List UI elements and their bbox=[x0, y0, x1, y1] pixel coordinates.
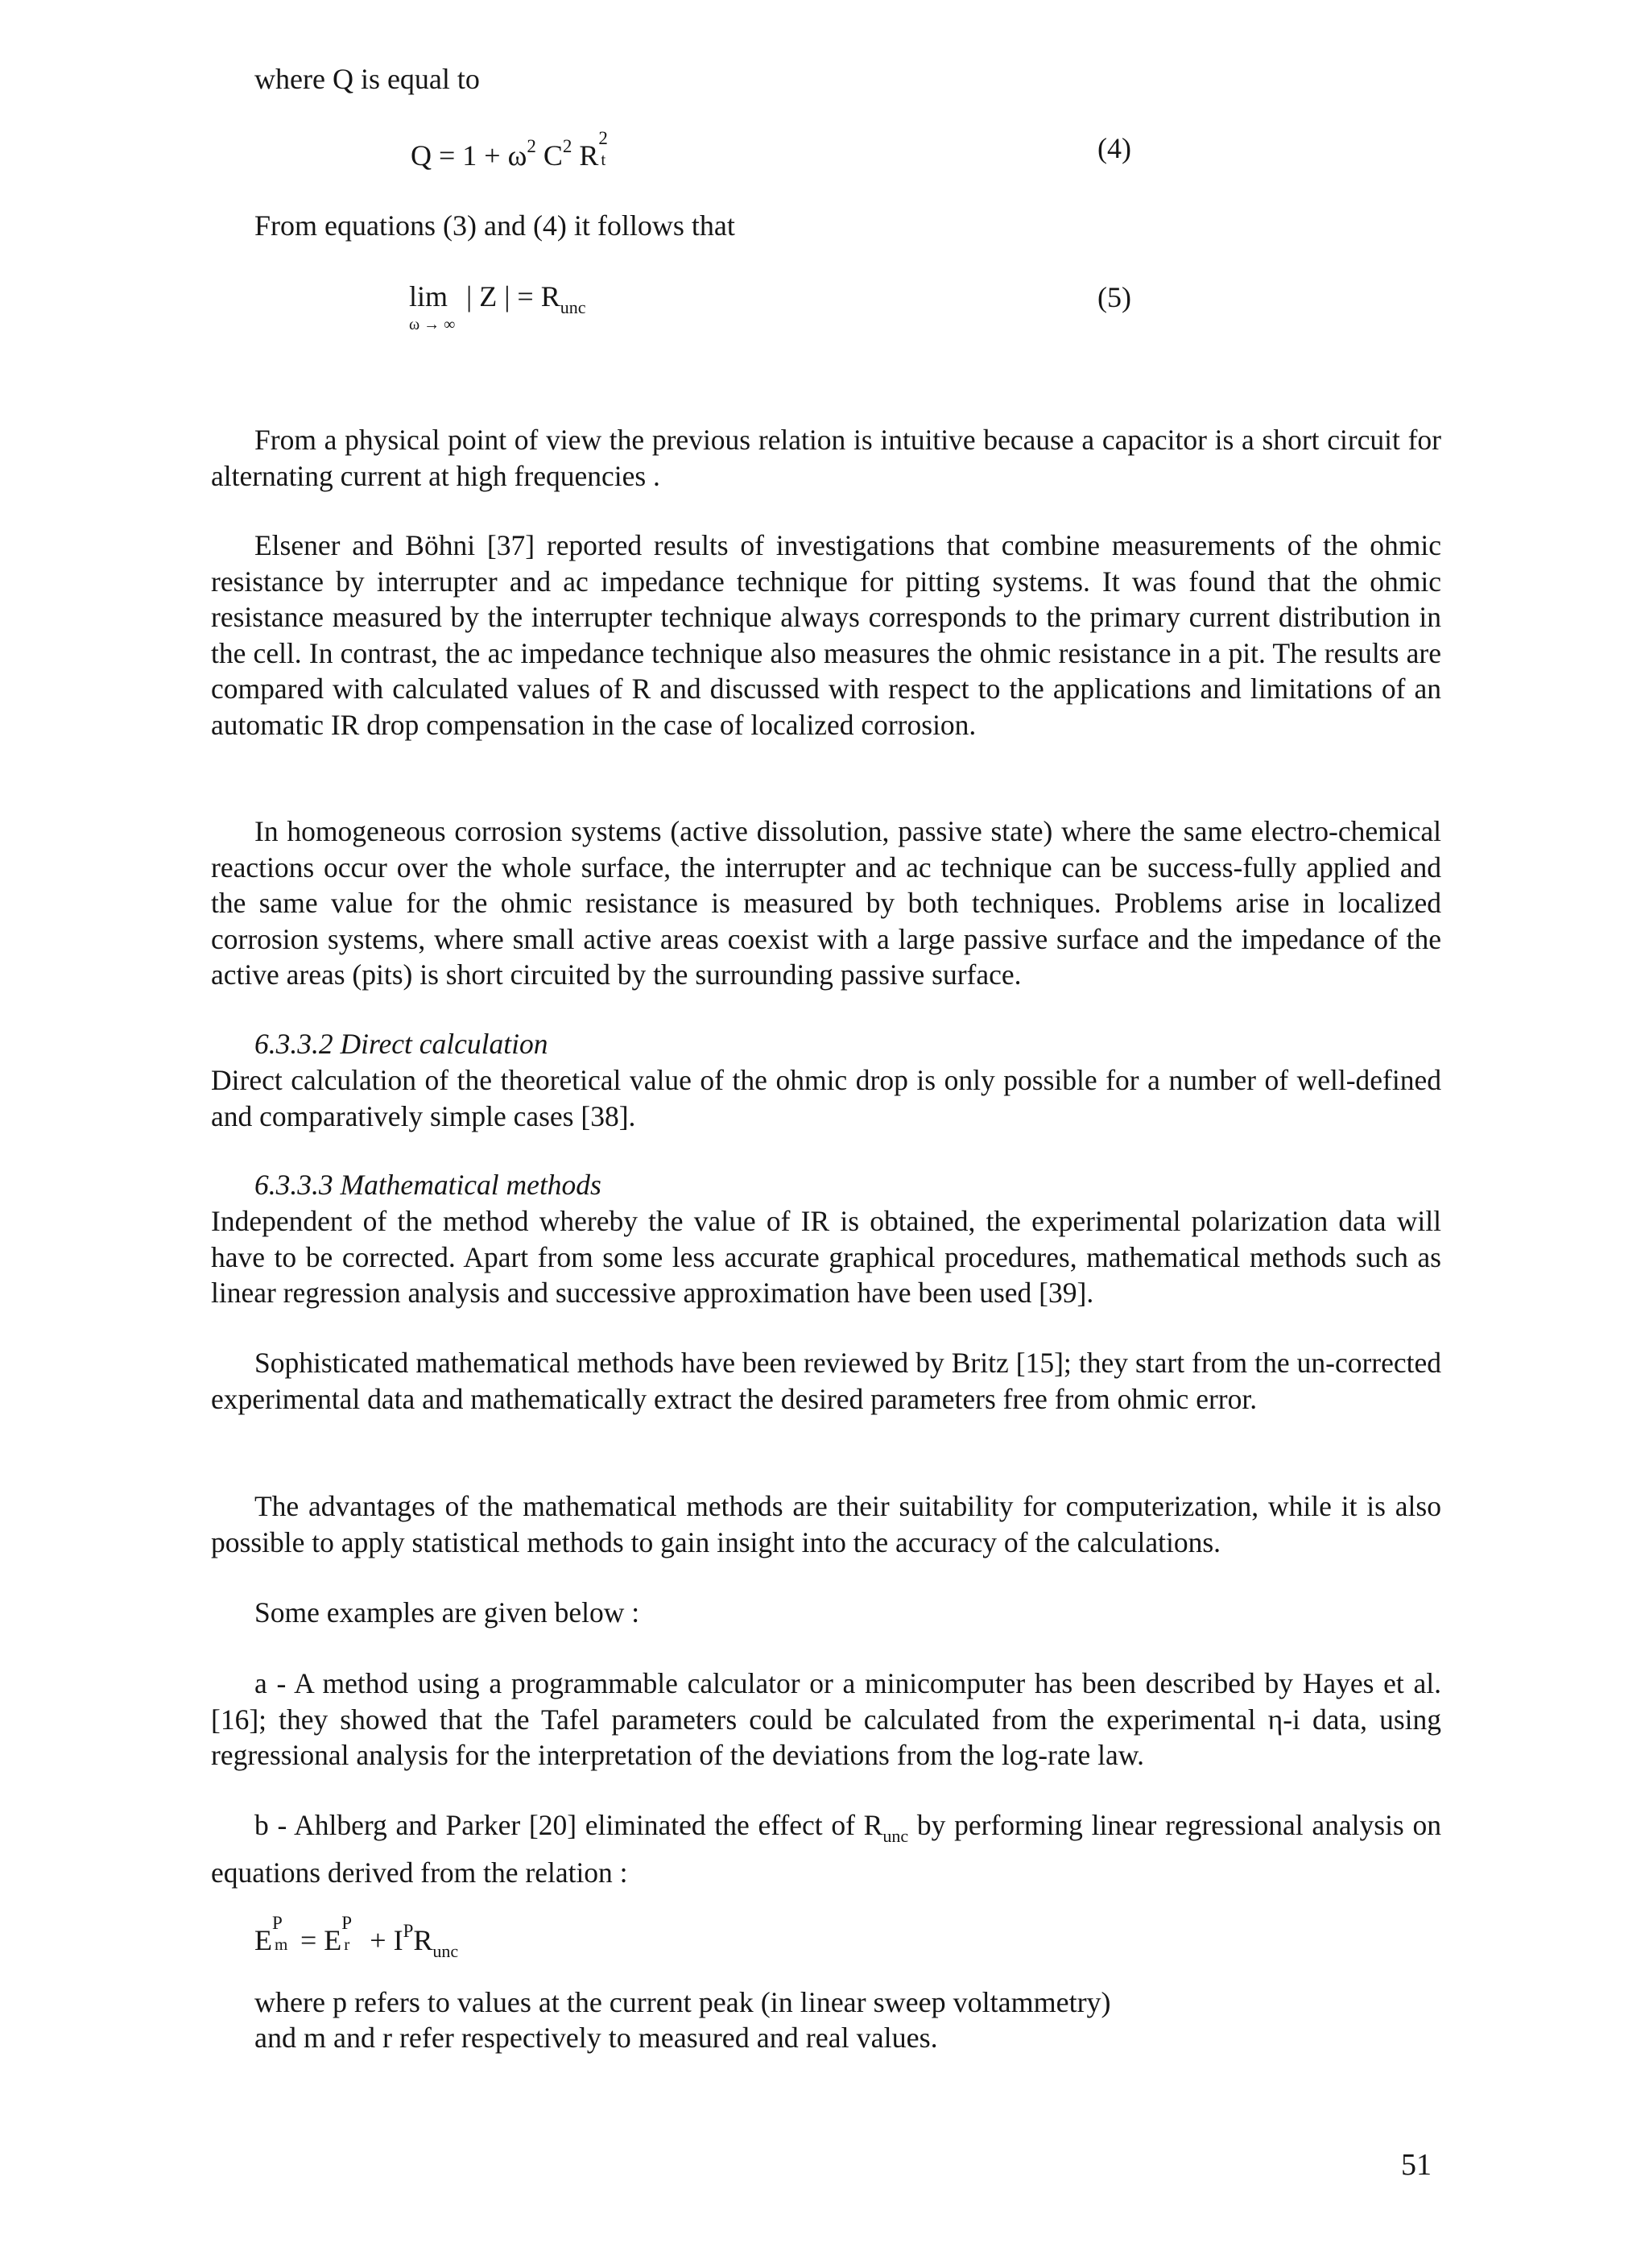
paragraph-physical-view: From a physical point of view the previous relation is intuitive because a capacitor is a short circuit for alternating current at high frequencies . bbox=[211, 424, 1441, 492]
paragraph-example-a: a - A method using a programmable calculator or a minicomputer has been described by Hayes et al. [16]; they showed that the Tafel parameters could be calculated from the experimental η-i data, using regressional analysis for the interpretation of the deviations from the log-rate law. bbox=[211, 1667, 1441, 1771]
follows-line: From equations (3) and (4) it follows that bbox=[254, 209, 735, 242]
paragraph-example-b: b - Ahlberg and Parker [20] eliminated the effect of $R_{unc}$ by performing linear regressional analysis on equations derived from the relation : bbox=[211, 1809, 1441, 1889]
paragraph-britz: Sophisticated mathematical methods have been reviewed by Britz [15]; they start from the un-corrected experimental data and mathematically extract the desired parameters free from ohmic error. bbox=[211, 1347, 1441, 1415]
paragraph-examples-intro: Some examples are given below : bbox=[254, 1596, 640, 1629]
section-heading-direct-calculation: 6.3.3.2 Direct calculation bbox=[254, 1028, 548, 1060]
equation-5: lim | Z | = $R_{unc}$ bbox=[409, 280, 586, 317]
paragraph-direct-calculation: Direct calculation of the theoretical value of the ohmic drop is only possible for a number of well-defined and comparatively simple cases [38]. bbox=[211, 1064, 1441, 1132]
section-heading-mathematical-methods: 6.3.3.3 Mathematical methods bbox=[254, 1169, 601, 1201]
equation-4-number: (4) bbox=[1097, 132, 1131, 164]
limit-subscript: ω → ∞ bbox=[409, 316, 456, 333]
intro-line: where Q is equal to bbox=[254, 63, 480, 95]
paragraph-homogeneous-corrosion: In homogeneous corrosion systems (active dissolution, passive state) where the same electro-chemical reactions occur over the whole surface, the interrupter and ac technique can be success-fully applied and the same value for the ohmic resistance is measured by both techniques. Problems arise in localized corrosion systems, where small active areas coexist with a large passive surface and the impedance of the active areas (pits) is short circuited by the surrounding passive surface. bbox=[211, 815, 1441, 991]
where-p-line: where p refers to values at the current peak (in linear sweep voltammetry) bbox=[254, 1986, 1111, 2018]
paragraph-elsener-bohni: Elsener and Böhni [37] reported results of investigations that combine measurements of the ohmic resistance by interrupter and ac impedance technique for pitting systems. It was found that the ohmic resistance measured by the interrupter technique always corresponds to the primary current distribution in the cell. In contrast, the ac impedance technique also measures the ohmic resistance in a pit. The results are compared with calculated values of R and discussed with respect to the applications and limitations of an automatic IR drop compensation in the case of localized corrosion. bbox=[211, 529, 1441, 741]
page-number: 51 bbox=[1401, 2148, 1432, 2182]
paragraph-advantages: The advantages of the mathematical methods are their suitability for computerization, while it is also possible to apply statistical methods to gain insight into the accuracy of the calculations. bbox=[211, 1490, 1441, 1558]
equation-peak-potential: E P m = E P r + $I^PR_{unc}$ bbox=[254, 1913, 459, 1961]
where-m-line: and m and r refer respectively to measured and real values. bbox=[254, 2022, 938, 2054]
equation-5-number: (5) bbox=[1097, 281, 1131, 313]
paragraph-mathematical-methods: Independent of the method whereby the value of IR is obtained, the experimental polarization data will have to be corrected. Apart from some less accurate graphical procedures, mathematical methods such as linear regression analysis and successive approximation have been used [39]. bbox=[211, 1205, 1441, 1309]
equation-4: $Q = 1 + \omega^2$ $C^2$ R 2 t bbox=[411, 128, 608, 172]
